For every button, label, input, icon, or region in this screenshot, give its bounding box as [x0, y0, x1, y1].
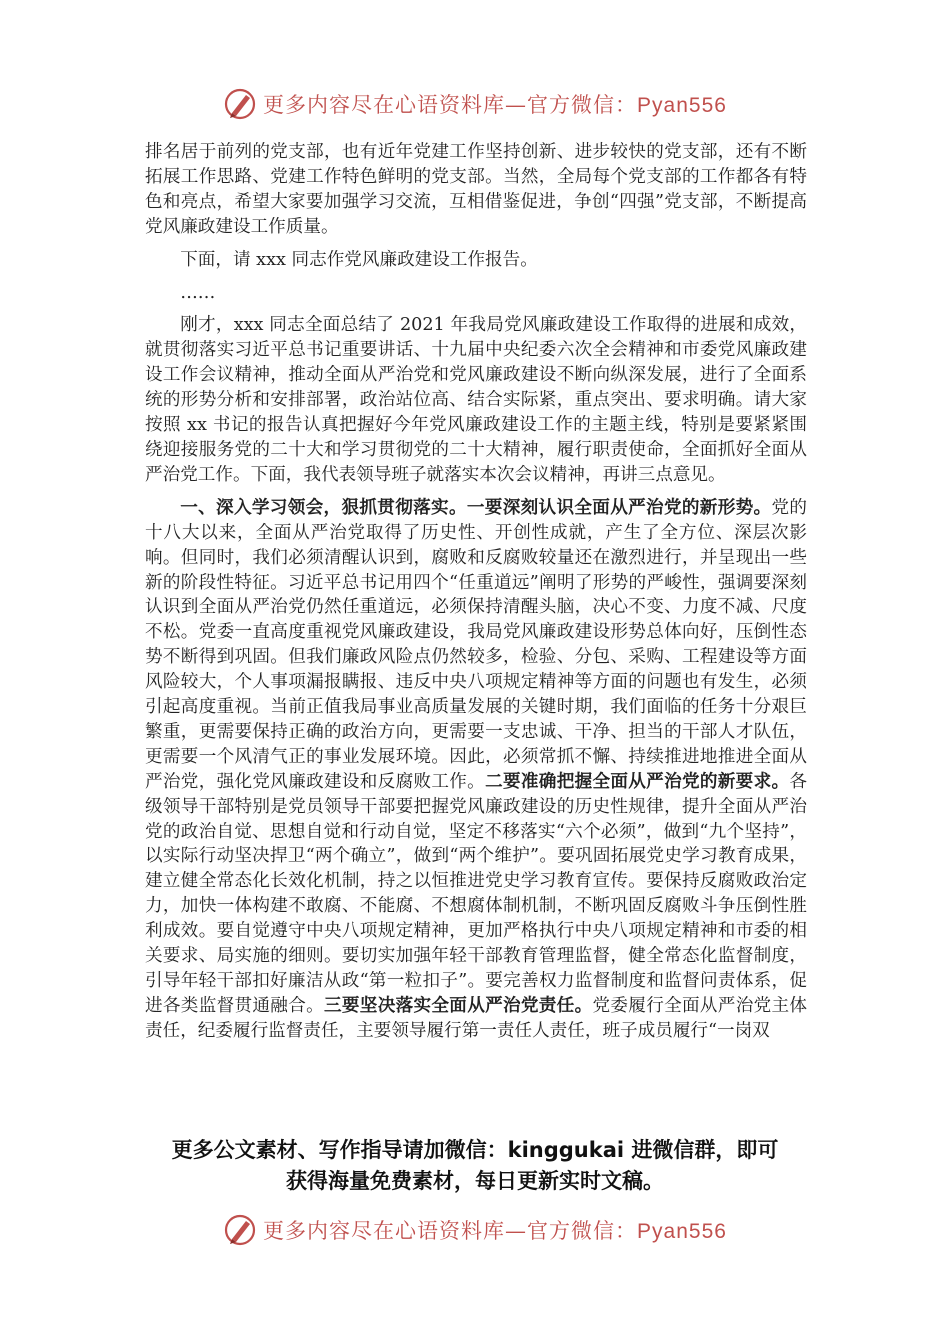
paragraph-1: 排名居于前列的党支部，也有近年党建工作坚持创新、进步较快的党支部，还有不断拓展工作思路、党建工作特色鲜明的党支部。当然，全局每个党支部的工作都各有特色和亮点，希望大家要加强学习交流，互相借鉴促进，争创“四强”党支部，不断提高党风廉政建设工作质量。	[145, 142, 807, 237]
footer-banner-text	[263, 1215, 727, 1245]
header-banner	[0, 84, 950, 124]
footer-banner-wechat-id: Pyan556	[637, 1220, 727, 1243]
paragraph-4: 刚才，xxx 同志全面总结了 2021 年我局党风廉政建设工作取得的进展和成效，就贯彻落实习近平总书记重要讲话、十九届中央纪委六次全会精神和市委党风廉政建设工作会议精神，推动全面从严治党和党风廉政建设不断向纵深发展，进行了全面系统的形势分析和安排部署，政治站位高、结合实际紧，重点突出、要求明确。请大家按照 xx 书记的报告认真把握好今年党风廉政建设工作的主题主线，特别是要紧紧围绕迎接服务党的二十大和学习贯彻党的二十大精神，履行职责使命，全面抓好全面从严治党工作。下面，我代表领导班子就落实本次会议精神，再讲三点意见。	[145, 315, 807, 485]
promo-line-2: 获得海量免费素材，每日更新实时文稿。	[286, 1169, 664, 1193]
section-text-3: 党委履行全面从严治党主体责任，纪委履行监督责任，主要领导履行第一责任人责任，班子成员履行“一岗双	[145, 995, 807, 1041]
pen-logo-icon	[223, 1213, 257, 1247]
promo-notice	[0, 1135, 950, 1197]
header-banner-separator: —	[505, 93, 528, 117]
document-body	[145, 140, 807, 1044]
header-banner-official: 官方微信：	[527, 93, 638, 117]
footer-banner-main: 更多内容尽在心语资料库	[263, 1219, 506, 1243]
paragraph-3: ……	[180, 282, 216, 303]
header-banner-wechat-id: Pyan556	[637, 94, 727, 117]
paragraph-2: 下面，请 xxx 同志作党风廉政建设工作报告。	[180, 249, 538, 270]
promo-line-1: 更多公文素材、写作指导请加微信：kinggukai 进微信群，即可	[171, 1138, 779, 1162]
section-heading-2: 二要准确把握全面从严治党的新要求。	[485, 770, 790, 792]
section-heading-1: 一、深入学习领会，狠抓贯彻落实。一要深刻认识全面从严治党的新形势。	[180, 496, 772, 518]
section-text-1: 党的十八大以来，全面从严治党取得了历史性、开创性成就，产生了全方位、深层次影响。但同时，我们必须清醒认识到，腐败和反腐败较量还在激烈进行，并呈现出一些新的阶段性特征。习近平总书记用四个“任重道远”阐明了形势的严峻性，强调要深刻认识到全面从严治党仍然任重道远，必须保持清醒头脑，决心不变、力度不减、尺度不松。党委一直高度重视党风廉政建设，我局党风廉政建设形势总体向好，压倒性态势不断得到巩固。但我们廉政风险点仍然较多，检验、分包、采购、工程建设等方面风险较大，个人事项漏报瞒报、违反中央八项规定精神等方面的问题也有发生，必须引起高度重视。当前正值我局事业高质量发展的关键时期，我们面临的任务十分艰巨繁重，更需要保持正确的政治方向，更需要一支忠诚、干净、担当的干部人才队伍，更需要一个风清气正的事业发展环境。因此，必须常抓不懈、持续推进地推进全面从严治党，强化党风廉政建设和反腐败工作。	[145, 497, 807, 792]
header-banner-main: 更多内容尽在心语资料库	[263, 93, 506, 117]
section-text-2: 各级领导干部特别是党员领导干部要把握党风廉政建设的历史性规律，提升全面从严治党的政治自觉、思想自觉和行动自觉，坚定不移落实“六个必须”，做到“九个坚持”，以实际行动坚决捍卫“两个确立”，做到“两个维护”。要巩固拓展党史学习教育成果，建立健全常态化长效化机制，持之以恒推进党史学习教育宣传。要保持反腐败政治定力，加快一体构建不敢腐、不能腐、不想腐体制机制，不断巩固反腐败斗争压倒性胜利成效。要自觉遵守中央八项规定精神，更加严格执行中央八项规定精神和市委的相关要求、局实施的细则。要切实加强年轻干部教育管理监督，健全常态化监督制度，引导年轻干部扣好廉洁从政“第一粒扣子”。要完善权力监督制度和监督问责体系，促进各类监督贯通融合。	[145, 771, 807, 1016]
footer-banner	[0, 1210, 950, 1250]
paragraph-5	[145, 496, 807, 1044]
footer-banner-official: 官方微信：	[527, 1219, 638, 1243]
footer-banner-separator: —	[505, 1219, 528, 1243]
section-heading-3: 三要坚决落实全面从严治党责任。	[324, 994, 593, 1016]
header-banner-text	[263, 89, 727, 119]
pen-logo-icon	[223, 87, 257, 121]
